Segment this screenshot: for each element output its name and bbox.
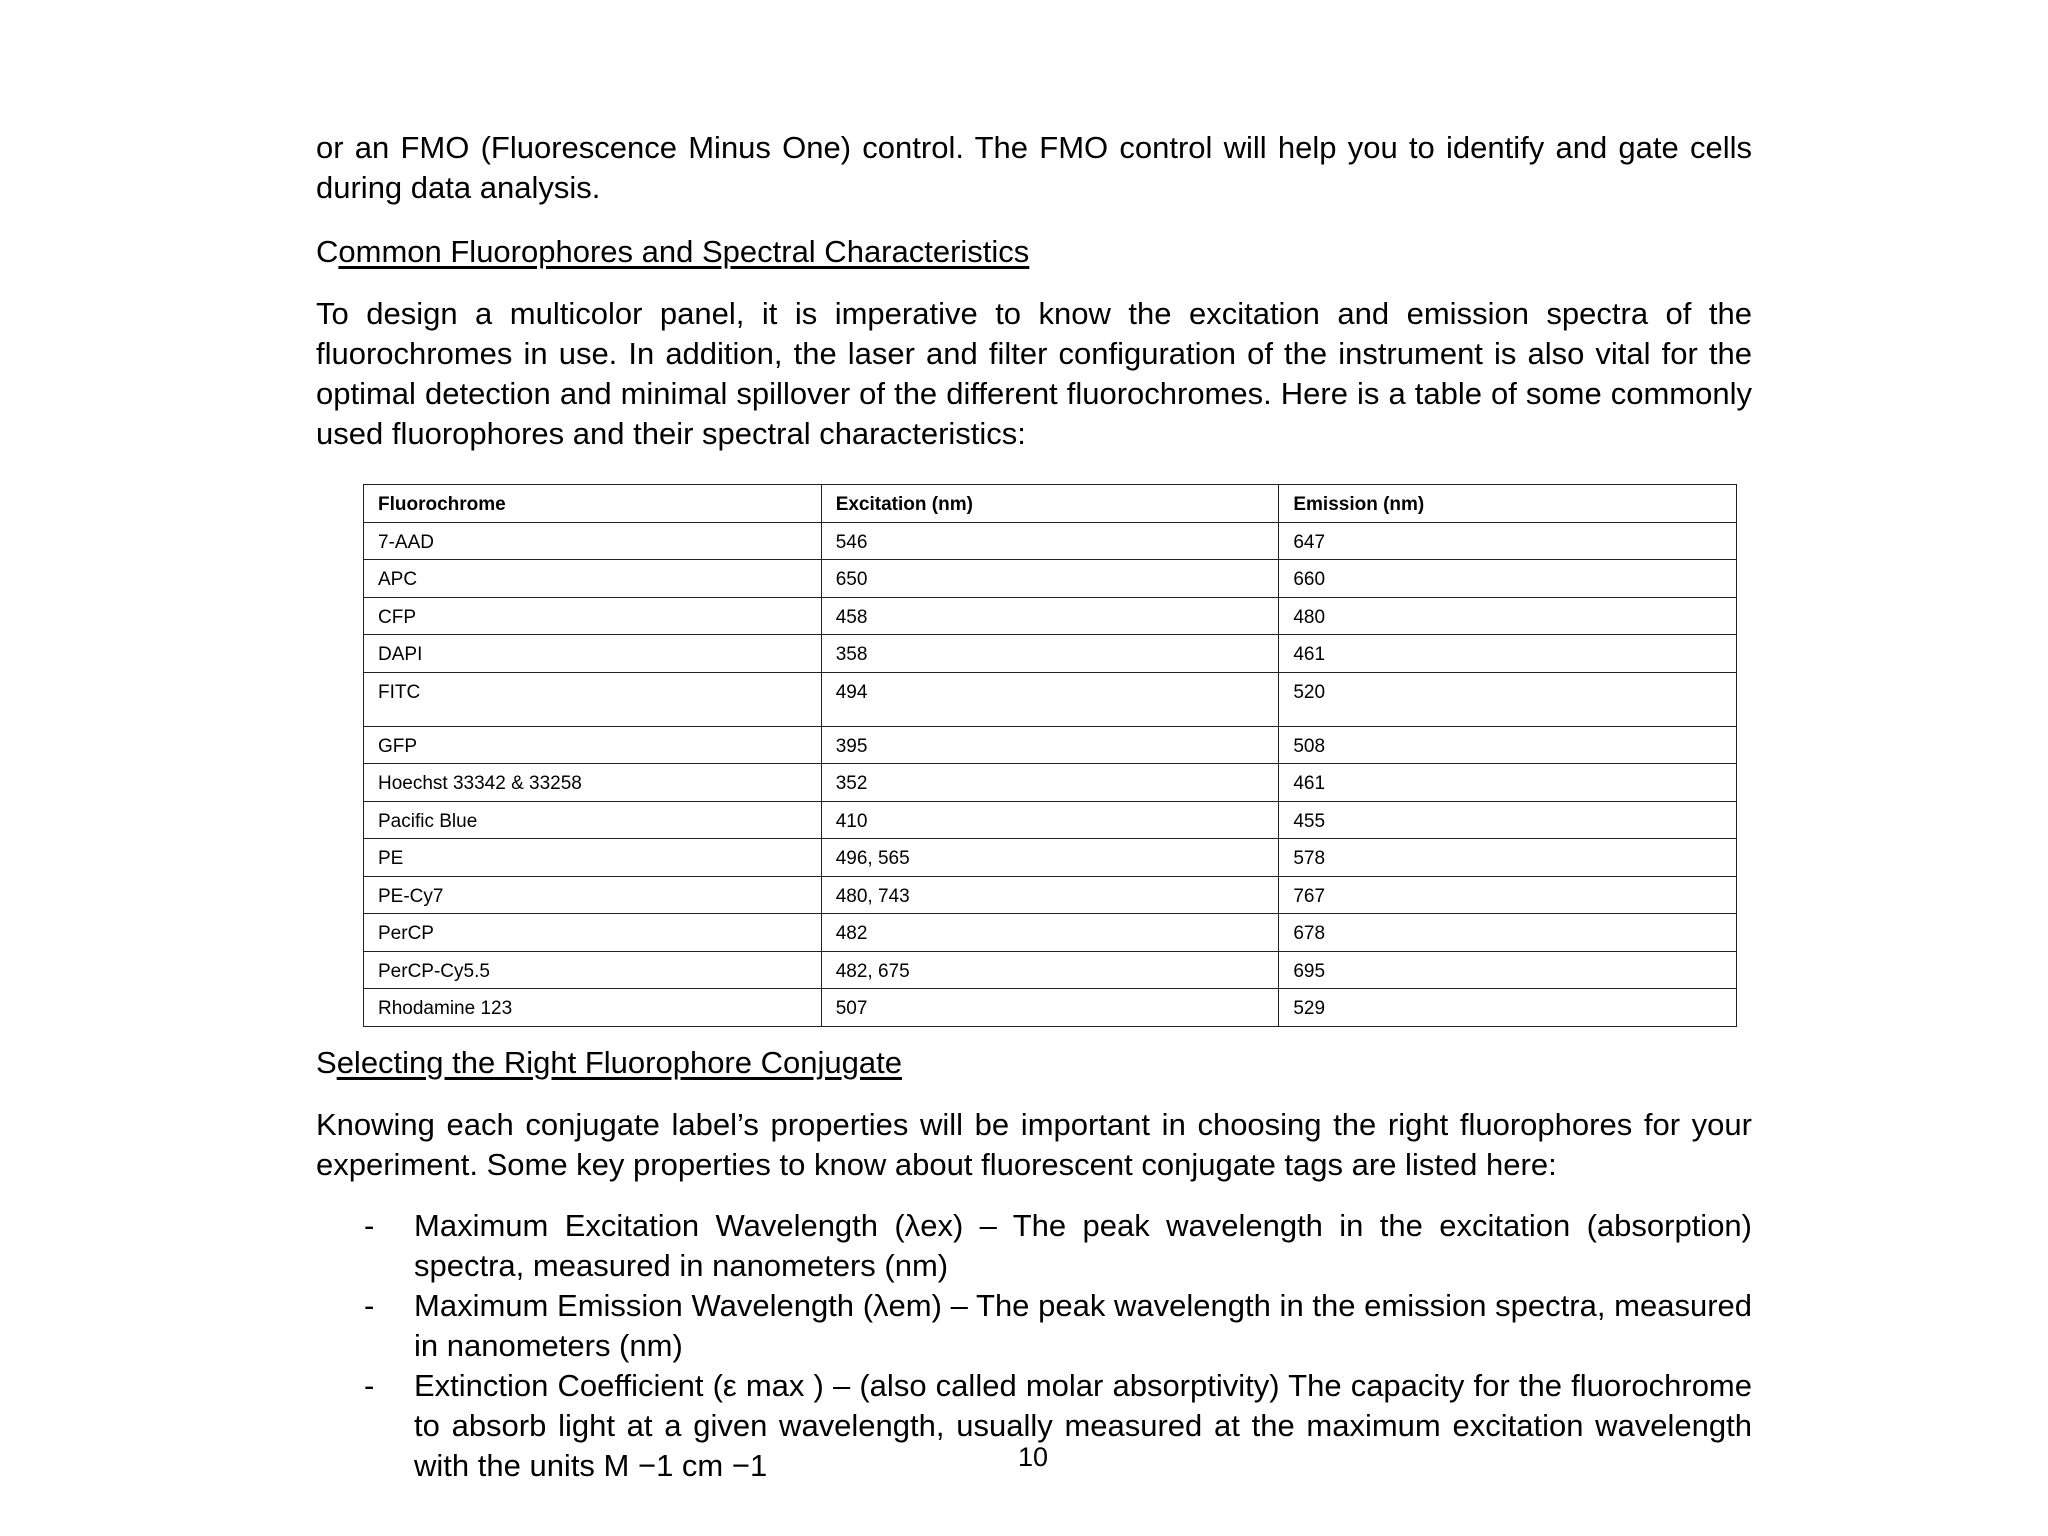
table-cell: 352 [821,764,1279,802]
table-header-row [364,485,1737,523]
heading-underlined: ommon Fluorophores and Spectral Characteristics [338,234,1030,269]
section-paragraph-selecting-conjugate: Knowing each conjugate label’s properties will be important in choosing the right fluorophores for your experiment. Some key properties to know about fluorescent conjugate tags are listed here: [316,1107,1752,1182]
fluorophore-table [363,484,1737,1027]
table-row [364,914,1737,952]
table-cell: 480, 743 [821,876,1279,914]
list-item-text: Maximum Emission Wavelength (λem) – The peak wavelength in the emission spectra, measured in nanometers (nm) [414,1288,1752,1363]
table-cell: PerCP [364,914,822,952]
table-cell: 529 [1279,989,1737,1027]
table-cell: 461 [1279,764,1737,802]
intro-paragraph: or an FMO (Fluorescence Minus One) control. The FMO control will help you to identify and gate cells during data analysis. [316,130,1752,205]
section-paragraph-common-fluorophores: To design a multicolor panel, it is imperative to know the excitation and emission spectra of the fluorochromes in use. In addition, the laser and filter configuration of the instrument is also vital for the optimal detection and minimal spillover of the different fluorochromes. Here is a table of some commonly used fluorophores and their spectral characteristics: [316,296,1752,451]
table-header-cell: Fluorochrome [364,485,822,523]
heading-initial: S [316,1045,337,1080]
table-cell: PerCP-Cy5.5 [364,951,822,989]
section-heading-selecting-conjugate [316,1043,902,1083]
table-cell: 482, 675 [821,951,1279,989]
table-cell: 7-AAD [364,522,822,560]
table-cell: 455 [1279,801,1737,839]
table-row [364,951,1737,989]
table-cell: Pacific Blue [364,801,822,839]
table-cell: PE-Cy7 [364,876,822,914]
table-cell: 647 [1279,522,1737,560]
list-item [316,1286,1752,1366]
list-item-text: Extinction Coefficient (ε max ) – (also called molar absorptivity) The capacity for the fluorochrome to absorb light at a given wavelength, usually measured at the maximum excitation wavelength with the units M −1 cm −1 [414,1368,1752,1483]
table-row [364,989,1737,1027]
heading-initial: C [316,234,339,269]
table-cell: 546 [821,522,1279,560]
table-cell: 482 [821,914,1279,952]
table-cell: GFP [364,726,822,764]
table-cell: 496, 565 [821,839,1279,877]
table-cell: 458 [821,597,1279,635]
list-bullet: - [364,1368,375,1403]
table-header-cell: Emission (nm) [1279,485,1737,523]
table-cell: 578 [1279,839,1737,877]
table-row [364,672,1737,726]
table-row [364,839,1737,877]
table-cell: 480 [1279,597,1737,635]
table-cell: 767 [1279,876,1737,914]
table-cell: PE [364,839,822,877]
list-bullet: - [364,1288,375,1323]
table-row [364,522,1737,560]
table-cell: Rhodamine 123 [364,989,822,1027]
table-cell: 410 [821,801,1279,839]
table-row [364,597,1737,635]
table-cell: 461 [1279,635,1737,673]
table-cell: DAPI [364,635,822,673]
table-cell: APC [364,560,822,598]
table-cell: 520 [1279,672,1737,726]
table-cell: FITC [364,672,822,726]
table-row [364,801,1737,839]
table-cell: 494 [821,672,1279,726]
table-cell: Hoechst 33342 & 33258 [364,764,822,802]
list-item [316,1206,1752,1286]
page-number: 10 [1018,1442,1049,1472]
heading-underlined: electing the Right Fluorophore Conjugate [336,1045,902,1080]
table-cell: 660 [1279,560,1737,598]
table-cell: 508 [1279,726,1737,764]
list-item-text: Maximum Excitation Wavelength (λex) – The peak wavelength in the excitation (absorption) spectra, measured in nanometers (nm) [414,1208,1752,1283]
table-row [364,560,1737,598]
table-row [364,764,1737,802]
section-heading-common-fluorophores [316,232,1029,272]
table-row [364,635,1737,673]
table-cell: 507 [821,989,1279,1027]
table-header-cell: Excitation (nm) [821,485,1279,523]
table-cell: 695 [1279,951,1737,989]
table-row [364,726,1737,764]
table-row [364,876,1737,914]
table-cell: 358 [821,635,1279,673]
table-cell: CFP [364,597,822,635]
table-cell: 395 [821,726,1279,764]
table-cell: 678 [1279,914,1737,952]
table-cell: 650 [821,560,1279,598]
list-bullet: - [364,1208,375,1243]
